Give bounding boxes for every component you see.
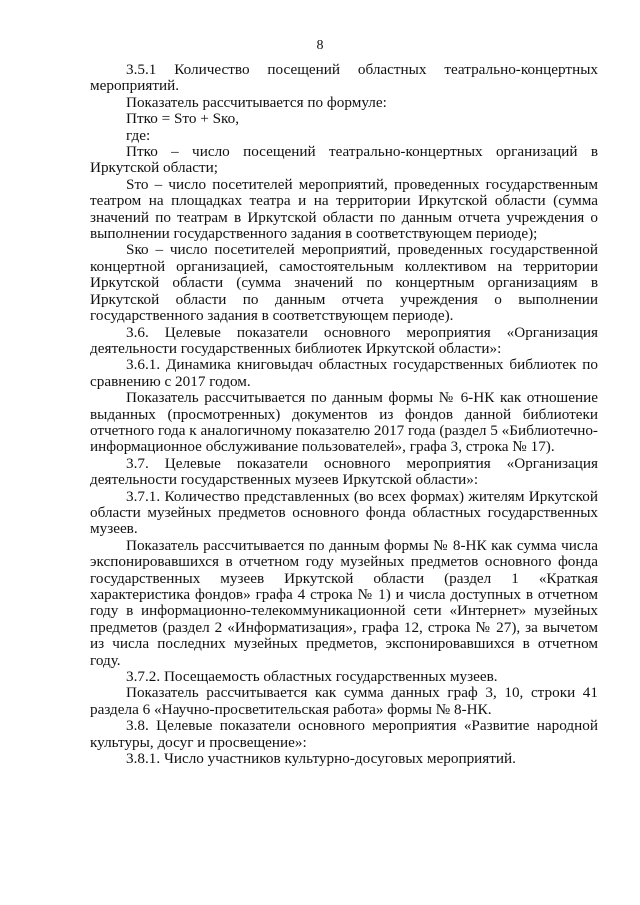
paragraph-3-5-1: 3.5.1 Количество посещений областных театрально-концертных мероприятий.	[90, 61, 598, 95]
paragraph-3-6-1: 3.6.1. Динамика книговыдач областных государственных библиотек по сравнению с 2017 годом.	[90, 356, 598, 390]
page-number: 8	[316, 38, 324, 53]
document-body	[90, 62, 598, 767]
section-3-6: 3.6. Целевые показатели основного мероприятия «Организация деятельности государственных библиотек Иркутской области»:	[90, 323, 598, 357]
paragraph-3-6-1-method: Показатель рассчитывается по данным формы № 6-НК как отношение выданных (просмотренных) документов из фондов данной библиотеки отчетного года к аналогичному показателю 2017 года (раздел 5 «Библиотечно-информационное обслуживание пользователей», графа 3, строка № 17).	[90, 389, 598, 456]
definition-sto: Sто – число посетителей мероприятий, проведенных государственным театром на площадках театра и на территории Иркутской области (сумма значений по театрам в Иркутской области по данным отчета учреждения о выполнении государственного задания в соответствующем периоде);	[90, 175, 598, 243]
paragraph-3-7-2: 3.7.2. Посещаемость областных государственных музеев.	[126, 668, 498, 686]
definition-sko: Sко – число посетителей мероприятий, проведенных государственной концертной организацией, самостоятельным коллективом на территории Иркутской области (сумма значений по концертным организациям в Иркутской области по данным отчета учреждения о выполнении государственного задания в соответствующем периоде).	[90, 241, 598, 325]
section-3-7: 3.7. Целевые показатели основного мероприятия «Организация деятельности государственных музеев Иркутской области»:	[90, 454, 598, 489]
paragraph-3-7-1-method: Показатель рассчитывается по данным формы № 8-НК как сумма числа экспонировавшихся в отчетном году музейных предметов основного фонда государственных музеев Иркутской области (раздел 1 «Краткая характеристика фондов» графа 4 строка № 1) и числа доступных в отчетном году в информационно-телекоммуникационной сети «Интернет» музейных предметов (раздел 2 «Информатизация», графа 12, строка № 27), за вычетом из числа последних музейных предметов, экспонировавшихся в отчетном году.	[90, 536, 598, 669]
paragraph-3-7-2-method: Показатель рассчитывается как сумма данных граф 3, 10, строки 41 раздела 6 «Научно-просветительская работа» формы № 8-НК.	[90, 684, 598, 718]
where-label: где:	[126, 126, 151, 144]
definition-ptko: Птко – число посещений театрально-концертных организаций в Иркутской области;	[90, 143, 598, 177]
formula-intro: Показатель рассчитывается по формуле:	[126, 93, 387, 111]
section-3-8: 3.8. Целевые показатели основного мероприятия «Развитие народной культуры, досуг и просвещение»:	[90, 717, 598, 751]
paragraph-3-8-1: 3.8.1. Число участников культурно-досуговых мероприятий.	[126, 750, 516, 768]
formula: Птко = Sто + Sко,	[126, 110, 240, 128]
paragraph-3-7-1: 3.7.1. Количество представленных (во всех формах) жителям Иркутской области музейных предметов основного фонда областных государственных музеев.	[90, 487, 598, 538]
